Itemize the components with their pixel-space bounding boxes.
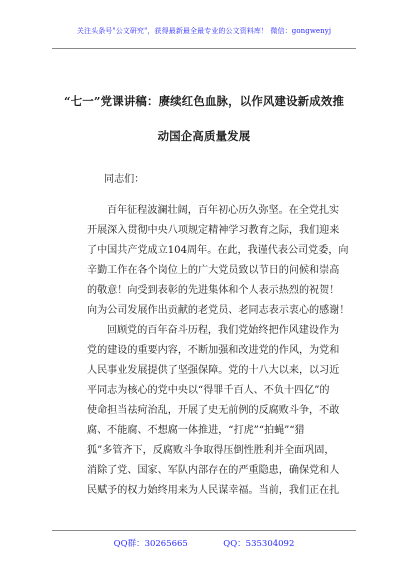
- body-line: 回顾党的百年奋斗历程，我们党始终把作风建设作为: [107, 325, 340, 336]
- body-line: 的敬意！向受到表彰的先进集体和个人表示热烈的祝贺！: [87, 285, 340, 296]
- footer-qq-number: QQ：535304092: [223, 539, 295, 549]
- footer-divider: [52, 530, 356, 531]
- body-line: 开展深入贯彻中央八项规定精神学习教育之际，我们迎来: [87, 225, 340, 236]
- body-line: 人民事业发展提供了坚强保障。党的十八大以来，以习近: [87, 365, 340, 376]
- footer-contact: [0, 537, 408, 549]
- footer-qq-group: QQ群：30265665: [113, 539, 188, 549]
- greeting: 同志们：: [104, 174, 145, 185]
- header-divider: [52, 48, 356, 49]
- body-line: 辛勤工作在各个岗位上的广大党员致以节日的问候和崇高: [87, 265, 340, 276]
- body-line: 狐”多管齐下，反腐败斗争取得压倒性胜利并全面巩固，: [87, 445, 335, 456]
- body-line: 使命担当祛疴治乱，开展了史无前例的反腐败斗争，不敢: [87, 405, 340, 416]
- body-line: 向为公司发展作出贡献的老党员、老同志表示衷心的感谢！: [87, 305, 350, 316]
- body-line: 消除了党、国家、军队内部存在的严重隐患，确保党和人: [87, 465, 340, 476]
- body-line: 百年征程波澜壮阔，百年初心历久弥坚。在全党扎实: [107, 205, 340, 216]
- body-line: 腐、不能腐、不想腐一体推进，“打虎”“拍蝇”“猎: [87, 425, 305, 436]
- document-title-line-1: “七一”党课讲稿：赓续红色血脉，以作风建设新成效推: [63, 94, 345, 108]
- body-paragraphs: [87, 201, 350, 501]
- body-line: 党的建设的重要内容，不断加强和改进党的作风，为党和: [87, 345, 340, 356]
- body-line: 民赋予的权力始终用来为人民谋幸福。当前，我们正在扎: [87, 485, 340, 496]
- body-line: 平同志为核心的党中央以“得罪千百人、不负十四亿”的: [87, 385, 330, 396]
- header-note: 关注头条号"公文研究"，获得最新最全最专业的公文资料库！ 微信：gongwenyj: [76, 27, 332, 35]
- body-line: 了中国共产党成立104周年。在此，我谨代表公司党委，向: [87, 245, 349, 256]
- document-title-line-2: 动国企高质量发展: [157, 129, 251, 143]
